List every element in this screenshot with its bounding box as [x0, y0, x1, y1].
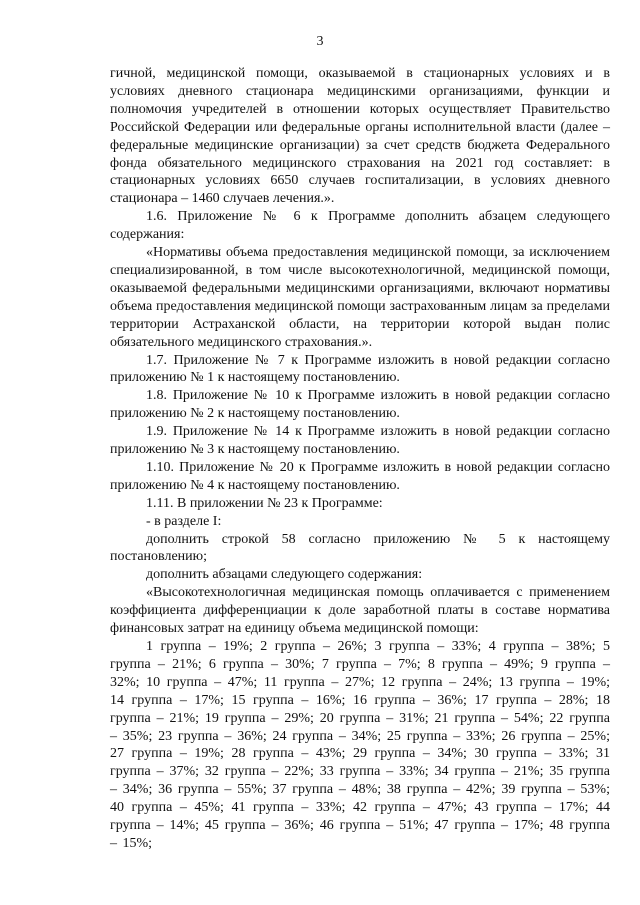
paragraph-1-6: 1.6. Приложение № 6 к Программе дополнить абзацем следующего содержания:: [110, 209, 610, 243]
page-number: 3: [316, 34, 324, 49]
paragraph-add-abzats: дополнить абзацами следующего содержания:: [146, 567, 423, 583]
paragraph-section-1: - в разделе I:: [146, 513, 222, 529]
paragraph-1-10: 1.10. Приложение № 20 к Программе изложить в новой редакции согласно приложению № 4 к настоящему постановлению.: [110, 459, 610, 493]
paragraph-continuation: гичной, медицинской помощи, оказываемой в стационарных условиях и в условиях дневного стационара медицинскими организациями, функции и полномочия учредителей в отношении которых осуществляет Правительство Российской Федерации или федеральные органы исполнительной власти (далее – федеральные медицинские организации) за счет средств бюджета Федерального фонда обязательного медицинского страхования на 2021 год составляет: в стационарных условиях 6650 случаев госпитализации, в условиях дневного стационара – 1460 случаев лечения.».: [110, 66, 610, 207]
groups-coefficients: 1 группа – 19%; 2 группа – 26%; 3 группа – 33%; 4 группа – 38%; 5 группа – 21%; 6 группа – 30%; 7 группа – 7%; 8 группа – 49%; 9 группа – 32%; 10 группа – 47%; 11 группа – 27%; 12 группа – 24%; 13 группа – 19%; 14 группа – 17%; 15 группа – 16%; 16 группа – 36%; 17 группа – 28%; 18 группа – 21%; 19 группа – 29%; 20 группа – 31%; 21 группа – 54%; 22 группа – 35%; 23 группа – 36%; 24 группа – 34%; 25 группа – 33%; 26 группа – 25%; 27 группа – 19%; 28 группа – 43%; 29 группа – 34%; 30 группа – 33%; 31 группа – 37%; 32 группа – 22%; 33 группа – 33%; 34 группа – 21%; 35 группа – 34%; 36 группа – 55%; 37 группа – 48%; 38 группа – 42%; 39 группа – 53%; 40 группа – 45%; 41 группа – 33%; 42 группа – 47%; 43 группа – 17%; 44 группа – 14%; 45 группа – 36%; 46 группа – 51%; 47 группа – 17%; 48 группа – 15%;: [110, 639, 610, 851]
document-body: [110, 65, 610, 853]
paragraph-quote-norms: «Нормативы объема предоставления медицинской помощи, за исключением специализированной, в том числе высокотехнологичной, медицинской помощи, оказываемой федеральными медицинскими организациями, включают нормативы объема предоставления медицинской помощи застрахованным лицам за пределами территории Астраханской области, на территории которой выдан полис обязательного медицинского страхования.».: [110, 245, 610, 350]
paragraph-1-8: 1.8. Приложение № 10 к Программе изложить в новой редакции согласно приложению № 2 к настоящему постановлению.: [110, 388, 610, 422]
paragraph-1-9: 1.9. Приложение № 14 к Программе изложить в новой редакции согласно приложению № 3 к настоящему постановлению.: [110, 424, 610, 458]
paragraph-add-row-58: дополнить строкой 58 согласно приложению № 5 к настоящему постановлению;: [110, 531, 610, 565]
paragraph-1-11: 1.11. В приложении № 23 к Программе:: [146, 495, 383, 511]
paragraph-1-7: 1.7. Приложение № 7 к Программе изложить в новой редакции согласно приложению № 1 к настоящему постановлению.: [110, 352, 610, 386]
paragraph-quote-vmp: «Высокотехнологичная медицинская помощь оплачивается с применением коэффициента дифференциации к доле заработной платы в составе норматива финансовых затрат на единицу объема медицинской помощи:: [110, 585, 610, 637]
